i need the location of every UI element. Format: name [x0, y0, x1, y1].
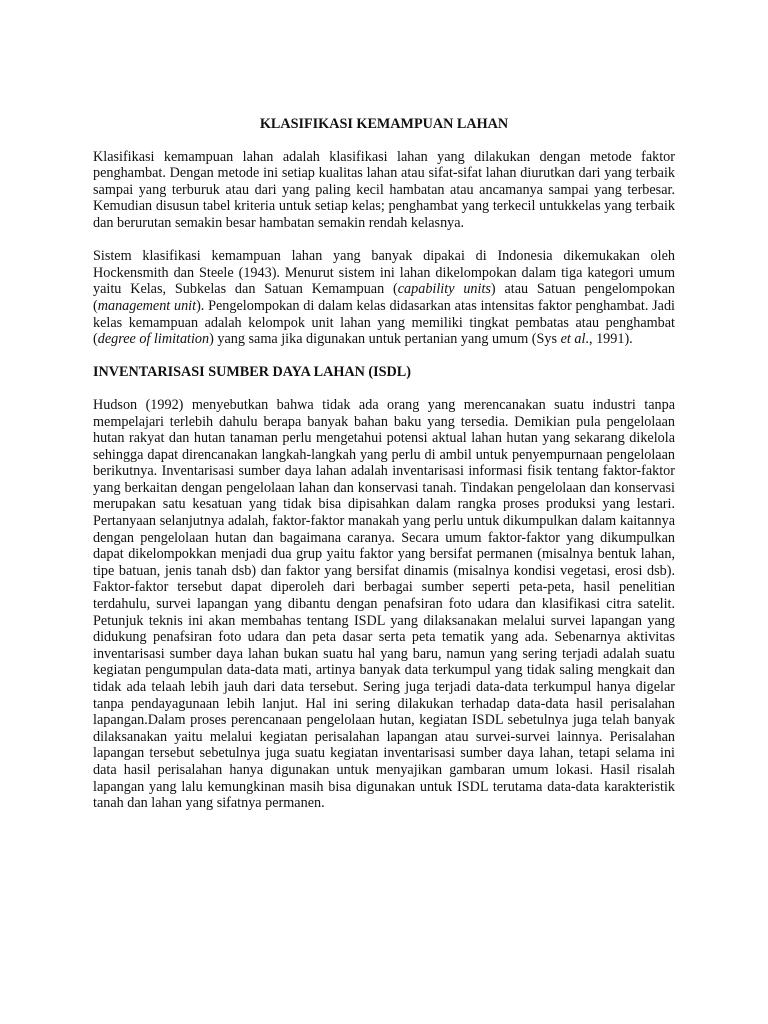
- text-run: ). Pengelompokan di dalam kelas didasarkan atas intensitas faktor penghambat. Jadi kelas kemampuan adalah kelompok unit lahan yang memiliki tingkat pembatas atau penghambat (: [93, 297, 675, 348]
- paragraph-definition: Klasifikasi kemampuan lahan adalah klasifikasi lahan yang dilakukan dengan metode faktor penghambat. Dengan metode ini setiap kualitas lahan atau sifat-sifat lahan diurutkan dari yang terbaik sampai yang terburuk atau dari yang paling kecil hambatan atau ancamanya sampai yang terbesar. Kemudian disusun tabel kriteria untuk setiap kelas; penghambat yang terkecil untukkelas yang terbaik dan berurutan semakin besar hambatan semakin rendah kelasnya.: [93, 148, 675, 231]
- paragraph-isdl: Hudson (1992) menyebutkan bahwa tidak ada orang yang merencanakan suatu industri tanpa mempelajari terlebih dahulu berapa banyak bahan baku yang tersedia. Demikian pula pengelolaan hutan rakyat dan hutan tanaman perlu mengetahui potensi aktual lahan hutan yang sekarang dikelola sehingga dapat direncanakan langkah-langkah yang perlu di ambil untuk penyempurnaan pengelolaan berikutnya. Inventarisasi sumber daya lahan adalah inventarisasi informasi fisik tentang faktor-faktor yang berkaitan dengan pengelolaan lahan dan konservasi tanah. Tindakan pengelolaan dan konservasi merupakan satu kesatuan yang tidak bisa dipisahkan dalam rangka proses produksi yang lestari. Pertanyaan selanjutnya adalah, faktor-faktor manakah yang perlu untuk dikumpulkan dalam kaitannya dengan pengelolaan hutan dan bagaimana caranya. Secara umum faktor-faktor yang dikumpulkan dapat dikelompokkan menjadi dua grup yaitu faktor yang bersifat permanen (misalnya bentuk lahan, tipe batuan, jenis tanah dsb) dan faktor yang bersifat dinamis (misalnya kondisi vegetasi, erosi dsb). Faktor-faktor tersebut dapat diperoleh dari berbagai sumber seperti peta-peta, hasil penelitian terdahulu, survei lapangan yang dibantu dengan penafsiran foto udara dan klasifikasi citra satelit. Petunjuk teknis ini akan membahas tentang ISDL yang dilaksanakan melalui survei lapangan yang didukung penafsiran foto udara dan peta dasar serta peta tematik yang ada. Sebenarnya aktivitas inventarisasi sumber daya lahan bukan suatu hal yang baru, namun yang sering terjadi adalah suatu kegiatan pengumpulan data-data mati, artinya banyak data terkumpul yang tidak saling mengkait dan tidak ada telaah lebih jauh dari data tersebut. Sering juga terjadi data-data terkumpul hanya digelar tanpa pendayagunaan lebih lanjut. Hal ini sering dilakukan terhadap data-data hasil perisalahan lapangan.Dalam proses perencanaan pengelolaan hutan, kegiatan ISDL sebetulnya juga telah banyak dilaksanakan yaitu melalui kegiatan perisalahan lapangan atau survei-survei lainnya. Perisalahan lapangan tersebut sebetulnya juga suatu kegiatan inventarisasi sumber daya lahan, tetapi selama ini data hasil perisalahan hanya digunakan untuk menyajikan gambaran umum lokasi. Hasil risalah lapangan yang lalu kemungkinan masih bisa digunakan untuk ISDL terutama data-data karakteristik tanah dan lahan yang sifatnya permanen.: [93, 396, 675, 812]
- text-run: ., 1991).: [585, 331, 633, 348]
- document-page: [93, 116, 675, 828]
- section-heading: INVENTARISASI SUMBER DAYA LAHAN (ISDL): [93, 364, 411, 381]
- italic-term: capability units: [397, 281, 491, 298]
- text-run: ) yang sama jika digunakan untuk pertanian yang umum (Sys: [209, 331, 561, 348]
- page-title: KLASIFIKASI KEMAMPUAN LAHAN: [259, 116, 509, 132]
- italic-term: degree of limitation: [97, 331, 210, 348]
- italic-term: et al: [560, 331, 586, 348]
- italic-term: management unit: [97, 297, 197, 314]
- text-run: ) atau Satuan pengelompokan (: [93, 281, 675, 314]
- paragraph-classification-system: [93, 248, 675, 348]
- text-run: Sistem klasifikasi kemampuan lahan yang banyak dipakai di Indonesia dikemukakan oleh Hockensmith dan Steele (1943). Menurut sistem ini lahan dikelompokan dalam tiga kategori umum yaitu Kelas, Subkelas dan Satuan Kemampuan (: [93, 248, 675, 298]
